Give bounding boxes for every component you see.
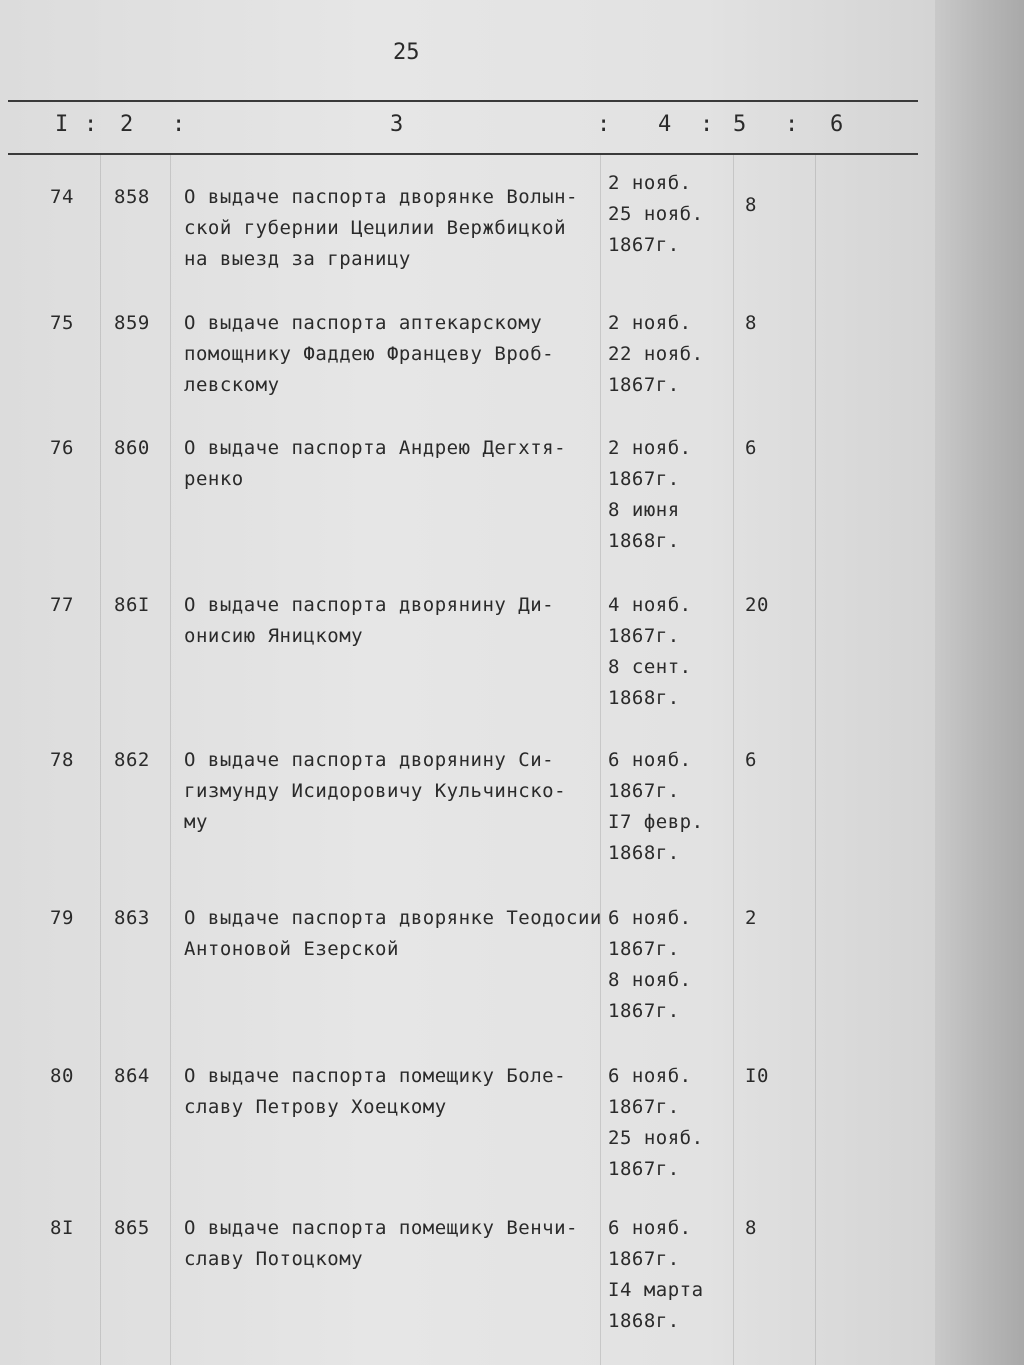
col-separator: : bbox=[785, 112, 799, 137]
record-number: 74 bbox=[50, 186, 74, 208]
sheet-count: 8 bbox=[745, 1217, 757, 1239]
description-line: О выдаче паспорта дворянке Волын- bbox=[184, 186, 578, 208]
adjacent-page-edge bbox=[935, 0, 1024, 1365]
col-separator: : bbox=[700, 112, 714, 137]
date-line: I4 марта bbox=[608, 1279, 704, 1301]
date-line: 25 нояб. bbox=[608, 203, 704, 225]
date-line: 1867г. bbox=[608, 234, 680, 256]
archive-number: 858 bbox=[114, 186, 150, 208]
date-line: 8 нояб. bbox=[608, 969, 692, 991]
archive-number: 863 bbox=[114, 907, 150, 929]
date-line: 1867г. bbox=[608, 1158, 680, 1180]
record-number: 80 bbox=[50, 1065, 74, 1087]
date-line: 2 нояб. bbox=[608, 312, 692, 334]
record-number: 77 bbox=[50, 594, 74, 616]
description-line: О выдаче паспорта аптекарскому bbox=[184, 312, 543, 334]
archive-number: 860 bbox=[114, 437, 150, 459]
record-number: 79 bbox=[50, 907, 74, 929]
record-dates bbox=[608, 308, 704, 401]
column-divider bbox=[815, 155, 816, 1365]
record-description bbox=[184, 308, 554, 401]
date-line: 8 сент. bbox=[608, 656, 692, 678]
column-divider bbox=[733, 155, 734, 1365]
date-line: 25 нояб. bbox=[608, 1127, 704, 1149]
record-dates bbox=[608, 168, 704, 261]
sheet-count: 6 bbox=[745, 749, 757, 771]
col-separator: : bbox=[597, 112, 611, 137]
date-line: I7 февр. bbox=[608, 811, 704, 833]
description-line: О выдаче паспорта помещику Боле- bbox=[184, 1065, 567, 1087]
record-dates bbox=[608, 903, 692, 1027]
date-line: 22 нояб. bbox=[608, 343, 704, 365]
date-line: 4 нояб. bbox=[608, 594, 692, 616]
date-line: 1868г. bbox=[608, 530, 680, 552]
col-header-3: 3 bbox=[390, 112, 404, 137]
header-top-rule bbox=[8, 100, 918, 102]
date-line: 1867г. bbox=[608, 780, 680, 802]
description-line: О выдаче паспорта помещику Венчи- bbox=[184, 1217, 578, 1239]
description-line: славу Петрову Хоецкому bbox=[184, 1096, 447, 1118]
archive-number: 859 bbox=[114, 312, 150, 334]
record-number: 78 bbox=[50, 749, 74, 771]
column-divider bbox=[100, 155, 101, 1365]
col-header-2: 2 bbox=[120, 112, 134, 137]
col-header-6: 6 bbox=[830, 112, 844, 137]
record-description bbox=[184, 1061, 566, 1123]
description-line: О выдаче паспорта Андрею Дегхтя- bbox=[184, 437, 567, 459]
sheet-count: 6 bbox=[745, 437, 757, 459]
record-dates bbox=[608, 433, 692, 557]
col-header-4: 4 bbox=[658, 112, 672, 137]
record-description bbox=[184, 1213, 578, 1275]
column-divider bbox=[170, 155, 171, 1365]
archive-number: 862 bbox=[114, 749, 150, 771]
description-line: О выдаче паспорта дворянину Си- bbox=[184, 749, 555, 771]
col-separator: : bbox=[84, 112, 98, 137]
column-divider bbox=[600, 155, 601, 1365]
record-description bbox=[184, 745, 566, 838]
date-line: 1868г. bbox=[608, 842, 680, 864]
date-line: 6 нояб. bbox=[608, 907, 692, 929]
date-line: 2 нояб. bbox=[608, 172, 692, 194]
description-line: ренко bbox=[184, 468, 244, 490]
archive-number: 86I bbox=[114, 594, 150, 616]
date-line: 1868г. bbox=[608, 687, 680, 709]
header-bottom-rule bbox=[8, 153, 918, 155]
record-description bbox=[184, 433, 566, 495]
description-line: О выдаче паспорта дворянке Теодосии bbox=[184, 907, 602, 929]
description-line: помощнику Фаддею Францеву Вроб- bbox=[184, 343, 555, 365]
date-line: 6 нояб. bbox=[608, 749, 692, 771]
record-number: 76 bbox=[50, 437, 74, 459]
date-line: 1867г. bbox=[608, 1248, 680, 1270]
record-dates bbox=[608, 745, 704, 869]
description-line: ской губернии Цецилии Вержбицкой bbox=[184, 217, 567, 239]
record-number: 75 bbox=[50, 312, 74, 334]
date-line: 8 июня bbox=[608, 499, 680, 521]
sheet-count: 2 bbox=[745, 907, 757, 929]
col-separator: : bbox=[172, 112, 186, 137]
col-header-5: 5 bbox=[733, 112, 747, 137]
archive-number: 864 bbox=[114, 1065, 150, 1087]
record-dates bbox=[608, 1213, 704, 1337]
description-line: гизмунду Исидоровичу Кульчинско- bbox=[184, 780, 567, 802]
description-line: Антоновой Езерской bbox=[184, 938, 399, 960]
page-number: 25 bbox=[393, 40, 420, 65]
date-line: 1868г. bbox=[608, 1310, 680, 1332]
sheet-count: 20 bbox=[745, 594, 769, 616]
sheet-count: I0 bbox=[745, 1065, 769, 1087]
col-header-1: I bbox=[55, 112, 69, 137]
record-number: 8I bbox=[50, 1217, 74, 1239]
record-description bbox=[184, 590, 554, 652]
record-dates bbox=[608, 590, 692, 714]
description-line: онисию Яницкому bbox=[184, 625, 364, 647]
date-line: 1867г. bbox=[608, 1000, 680, 1022]
description-line: му bbox=[184, 811, 208, 833]
sheet-count: 8 bbox=[745, 312, 757, 334]
date-line: 1867г. bbox=[608, 625, 680, 647]
sheet-count: 8 bbox=[745, 194, 757, 216]
description-line: на выезд за границу bbox=[184, 248, 411, 270]
date-line: 2 нояб. bbox=[608, 437, 692, 459]
description-line: славу Потоцкому bbox=[184, 1248, 364, 1270]
record-dates bbox=[608, 1061, 704, 1185]
date-line: 1867г. bbox=[608, 938, 680, 960]
date-line: 6 нояб. bbox=[608, 1217, 692, 1239]
description-line: О выдаче паспорта дворянину Ди- bbox=[184, 594, 555, 616]
date-line: 1867г. bbox=[608, 374, 680, 396]
record-description bbox=[184, 182, 578, 275]
date-line: 1867г. bbox=[608, 468, 680, 490]
description-line: левскому bbox=[184, 374, 280, 396]
date-line: 6 нояб. bbox=[608, 1065, 692, 1087]
archive-number: 865 bbox=[114, 1217, 150, 1239]
date-line: 1867г. bbox=[608, 1096, 680, 1118]
record-description bbox=[184, 903, 602, 965]
